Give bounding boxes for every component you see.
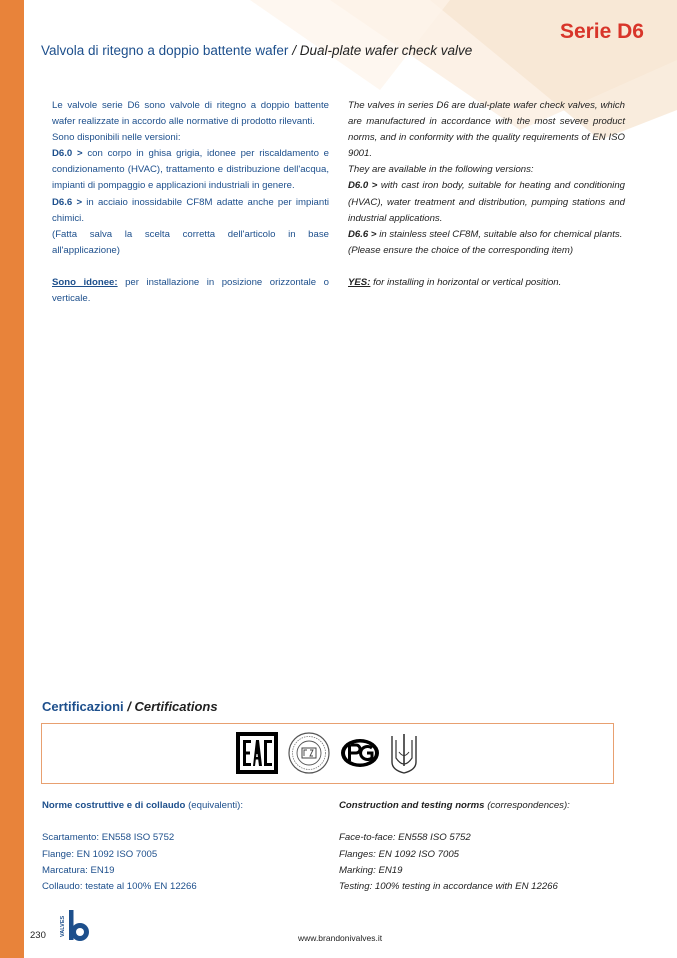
intro-en-version-1: D6.0 > with cast iron body, suitable for heating and conditioning (HVAC), water treatment and distribution, pumping stations and industrial applications. [348,180,625,224]
norms-en-item: Testing: 100% testing in accordance with EN 12266 [339,881,558,893]
norms-it-item: Marcatura: EN19 [42,864,115,876]
norms-it-item: Flange: EN 1092 ISO 7005 [42,848,158,860]
brandoni-logo-icon [60,907,92,945]
intro-it-version-1: D6.0 > con corpo in ghisa grigia, idonee per riscaldamento e condizionamento (HVAC), trattamento e distribuzione dell'acqua, impianti di pompaggio e applicazioni industriali in genere. [52,148,329,192]
norms-it-title: Norme costruttive e di collaudo [42,800,186,811]
intro-it-p2: Sono disponibili nelle versioni: [52,132,181,144]
norms-it-item: Scartamento: EN558 ISO 5752 [42,832,175,844]
series-title: Serie D6 [559,20,644,43]
intro-english [348,98,625,291]
subtitle-separator: / [292,43,296,58]
norms-italian [42,798,322,895]
svg-text:VALVES: VALVES [60,915,66,937]
orange-side-bar [0,0,24,958]
intro-en-p1: The valves in series D6 are dual-plate wafer check valves, which are manufactured in accordance with the most severe product norms, and in conformity with the quality requirements of EN ISO 9001. [348,100,625,160]
norms-en-suffix: (correspondences): [487,800,570,811]
norms-it-suffix: (equivalenti): [188,800,244,811]
norms-it-item: Collaudo: testate al 100% EN 12266 [42,881,197,893]
ukraine-trident-icon [390,732,418,774]
intro-it-suitability: Sono idonee: per installazione in posizione orizzontale o verticale. [52,276,329,305]
certifications-title: Certificazioni / Certifications [42,699,218,714]
intro-en-suitability: YES: for installing in horizontal or vertical position. [348,276,562,288]
website-link[interactable]: www.brandonivalves.it [298,933,383,943]
norms-en-item: Face-to-face: EN558 ISO 5752 [339,832,471,844]
page-number: 230 [30,930,46,941]
norms-en-item: Marking: EN19 [339,864,403,876]
pct-mark-icon [340,738,380,768]
intro-it-note: (Fatta salva la scelta corretta dell'articolo in base all'applicazione) [52,228,329,256]
subtitle-italian: Valvola di ritegno a doppio battente wafer [41,43,289,58]
page-subtitle [41,43,472,58]
intro-it-p1: Le valvole serie D6 sono valvole di ritegno a doppio battente wafer realizzate in accordo alle normative di prodotto rilevanti. [52,100,329,128]
intro-italian [52,98,329,307]
pzh-seal-icon [288,732,330,774]
norms-english [339,798,629,895]
intro-en-note: (Please ensure the choice of the corresponding item) [348,244,574,256]
certification-logos [236,731,418,775]
subtitle-english: Dual-plate wafer check valve [299,43,473,58]
intro-en-version-2: D6.6 > in stainless steel CF8M, suitable also for chemical plants. [348,228,623,240]
intro-it-version-2: D6.6 > in acciaio inossidabile CF8M adatte anche per impianti chimici. [52,196,329,224]
eac-mark-icon [236,732,278,774]
norms-en-title: Construction and testing norms [339,800,485,811]
intro-en-p2: They are available in the following versions: [348,164,534,176]
norms-en-item: Flanges: EN 1092 ISO 7005 [339,848,459,860]
